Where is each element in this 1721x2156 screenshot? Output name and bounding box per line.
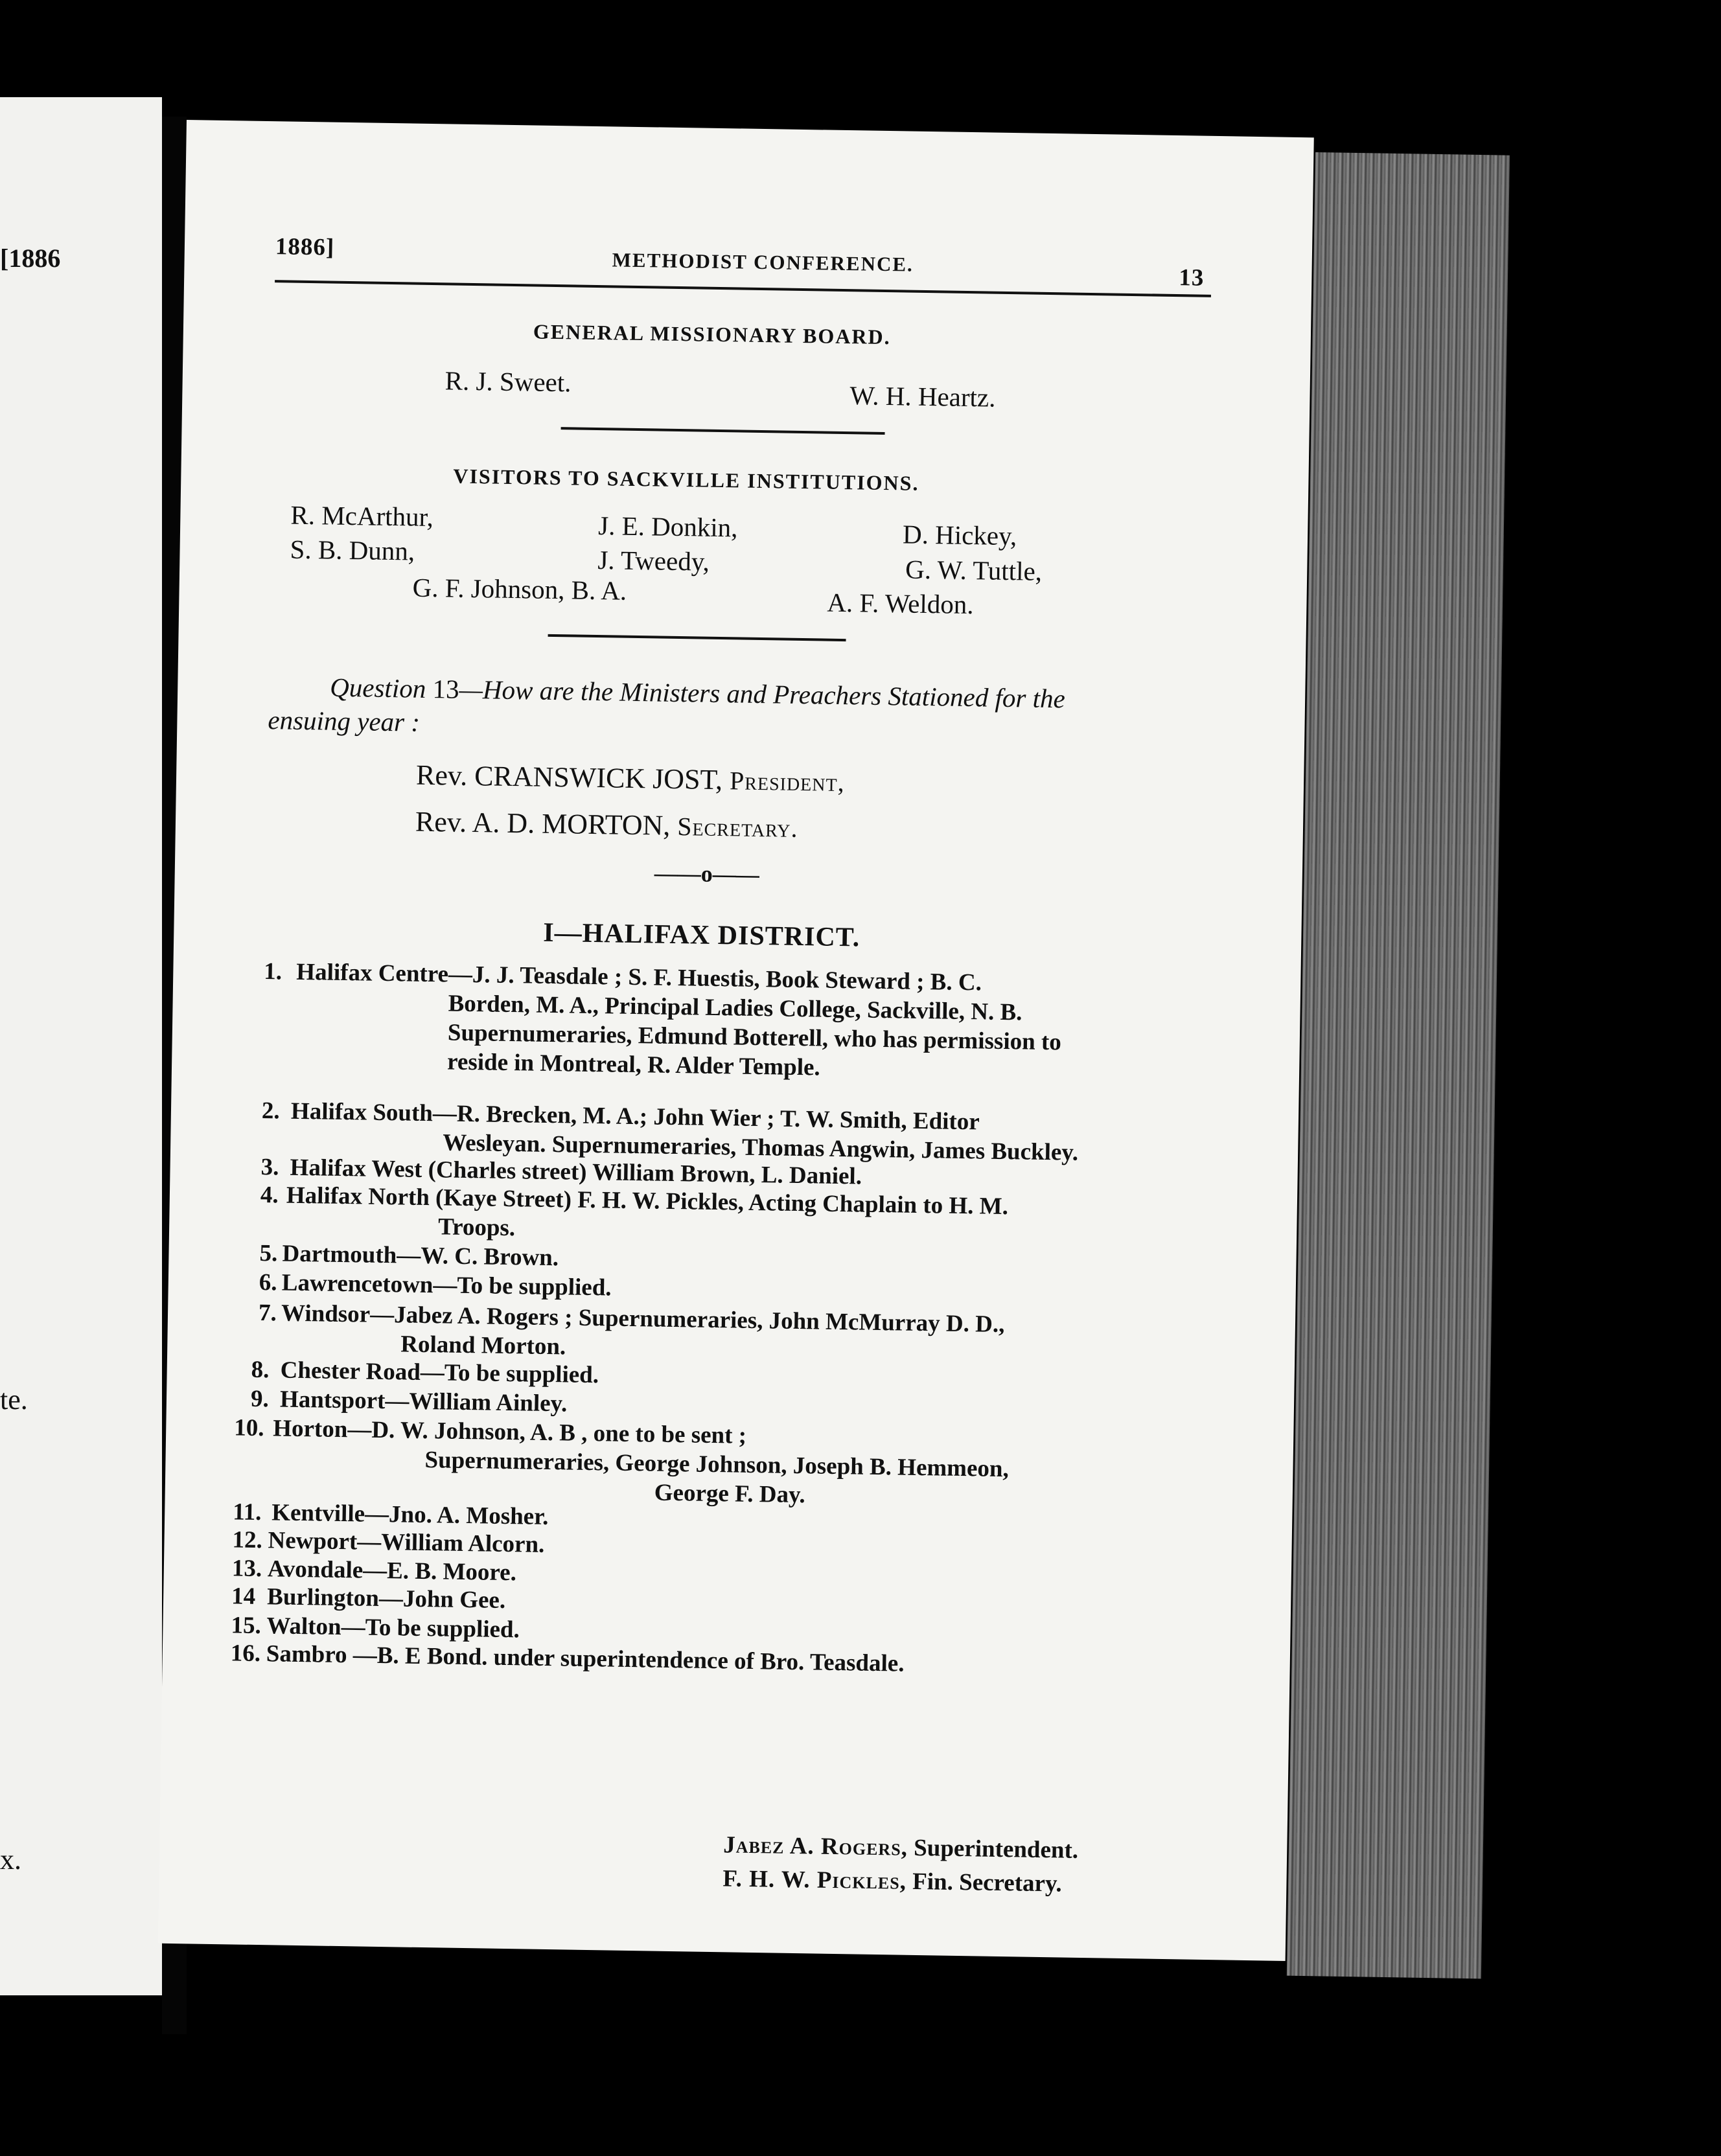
secretary-name: A. D. MORTON, [472,807,671,842]
running-head-year: 1886] [275,233,335,261]
left-facing-page [0,97,162,1995]
station-entry: Walton—To be supplied. [266,1612,520,1644]
station-entry: Newport—William Alcorn. [268,1527,545,1558]
visitor-name: A. F. Weldon. [827,587,974,620]
station-number: 3. [260,1154,279,1181]
president-line [416,759,845,798]
station-entry: Dartmouth—W. C. Brown. [282,1240,559,1272]
book-page [158,120,1314,1961]
station-number: 2. [261,1097,281,1125]
visitor-name: J. E. Donkin, [597,510,738,543]
superintendent-title: Superintendent. [913,1834,1079,1864]
station-number: 15. [231,1612,262,1640]
superintendent-signature [723,1831,1078,1864]
station-entry: Avondale—E. B. Moore. [267,1555,517,1587]
station-number: 8. [251,1356,270,1384]
station-number: 1. [264,958,283,985]
station-number: 13. [231,1555,262,1583]
station-entry: Halifax South—R. Brecken, M. A.; John Wier ; T. W. Smith, Editor [290,1097,980,1136]
left-page-fragment: x. [0,1844,21,1875]
question-text: —How are the Ministers and Preachers Stationed for the [459,674,1066,714]
missionary-board-heading: GENERAL MISSIONARY BOARD. [533,319,891,349]
station-entry-continued: Borden, M. A., Principal Ladies College, Sackville, N. B. [448,990,1022,1026]
station-entry: Halifax Centre—J. J. Teasdale ; S. F. Huestis, Book Steward ; B. C. [296,958,982,996]
station-entry: Burlington—John Gee. [266,1583,506,1614]
station-entry: Halifax West (Charles street) William Brown, L. Daniel. [290,1154,862,1190]
page-number: 13 [1179,264,1205,292]
station-entry-continued: Roland Morton. [400,1331,566,1360]
station-entry: Hantsport—William Ainley. [279,1386,568,1417]
station-entry-continued: Troops. [437,1213,516,1242]
fin-secretary-signature [722,1864,1062,1898]
fin-secretary-name: F. H. W. Pickles, [722,1865,907,1895]
board-member: R. J. Sweet. [445,365,572,398]
station-entry-continued: reside in Montreal, R. Alder Temple. [446,1048,821,1081]
president-rev: Rev. [415,759,468,792]
left-page-fragment: te. [0,1384,28,1416]
question-label: Question [329,672,426,704]
running-head-title: METHODIST CONFERENCE. [612,248,914,276]
station-number: 10. [233,1414,264,1442]
visitors-heading: VISITORS TO SACKVILLE INSTITUTIONS. [453,464,919,495]
station-number: 4. [260,1181,279,1209]
header-rule [275,280,1211,297]
district-heading: I—HALIFAX DISTRICT. [542,917,860,953]
station-number: 9. [250,1385,270,1413]
section-rule [561,427,885,435]
visitor-name: D. Hickey, [902,519,1017,551]
station-number: 12. [232,1526,263,1554]
station-entry: Halifax North (Kaye Street) F. H. W. Pickles, Acting Chaplain to H. M. [286,1182,1009,1221]
ornament-divider: ——o—— [654,860,760,888]
visitor-name: G. F. Johnson, B. A. [412,572,627,606]
visitor-name: R. McArthur, [290,499,434,533]
question-text-continued: ensuing year : [268,705,421,737]
station-number: 6. [259,1268,277,1296]
section-rule [548,634,846,641]
station-number: 14 [231,1583,256,1610]
station-entry: Lawrencetown—To be supplied. [281,1269,612,1302]
station-entry-continued: Supernumeraries, George Johnson, Joseph B. Hemmeon, [424,1447,1010,1483]
station-number: 7. [258,1299,277,1327]
page-edges [1287,152,1510,1978]
visitor-name: G. W. Tuttle, [905,554,1043,586]
station-entry: Sambro —B. E Bond. under superintendence of Bro. Teasdale. [266,1640,905,1677]
left-page-header: [1886 [0,244,61,273]
station-entry-continued: Supernumeraries, Edmund Botterell, who has permission to [447,1019,1062,1056]
station-entry-continued: George F. Day. [654,1479,806,1509]
president-name: CRANSWICK JOST, [474,760,723,796]
station-number: 16. [230,1640,261,1668]
station-number: 11. [232,1498,262,1526]
station-entry: Windsor—Jabez A. Rogers ; Supernumeraries, John McMurray D. D., [281,1300,1005,1338]
secretary-line [415,805,798,844]
question-line [330,672,1065,715]
president-title: President, [729,766,846,797]
board-member: W. H. Heartz. [849,380,996,413]
question-number: 13 [432,674,459,704]
fin-secretary-title: Fin. Secretary. [912,1868,1063,1898]
station-entry-continued: Wesleyan. Supernumeraries, Thomas Angwin, James Buckley. [442,1129,1079,1166]
secretary-title: Secretary. [677,812,798,843]
visitor-name: S. B. Dunn, [290,534,415,566]
visitor-name: J. Tweedy, [597,545,710,577]
superintendent-name: Jabez A. Rogers, [722,1831,908,1861]
station-entry: Horton—D. W. Johnson, A. B , one to be sent ; [272,1415,747,1449]
station-entry: Kentville—Jno. A. Mosher. [271,1499,549,1531]
station-number: 5. [259,1239,278,1267]
secretary-rev: Rev. [415,805,467,838]
station-entry: Chester Road—To be supplied. [280,1357,599,1389]
